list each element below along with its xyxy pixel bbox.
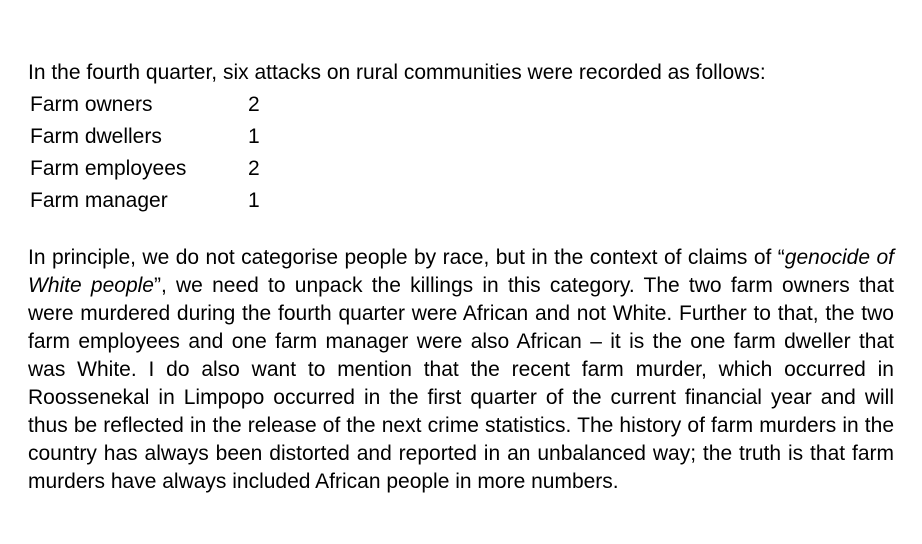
row-category: Farm employees — [30, 157, 187, 180]
table-row — [28, 185, 278, 217]
paragraph-text-start: In principle, we do not categorise people by race, but in the context of claims of “ — [28, 246, 785, 269]
attack-statistics-table — [28, 89, 278, 217]
row-category: Farm owners — [30, 93, 153, 116]
row-count: 1 — [248, 189, 260, 212]
table-row — [28, 121, 278, 153]
paragraph-text-rest: ”, we need to unpack the killings in this category. The two farm owners that were murdered during the fourth quarter were African and not White. Further to that, the two farm employees and one farm manager were also African – it is the one farm dweller that was White. I do also want to mention that the recent farm murder, which occurred in Roossenekal in Limpopo occurred in the first quarter of the current financial year and will thus be reflected in the release of the next crime statistics. The history of farm murders in the country has always been distorted and reported in an unbalanced way; the truth is that farm murders have always included African people in more numbers. — [28, 274, 894, 493]
table-row — [28, 153, 278, 185]
row-count: 1 — [248, 125, 260, 148]
document-body — [28, 59, 894, 496]
row-category: Farm dwellers — [30, 125, 162, 148]
intro-sentence: In the fourth quarter, six attacks on rural communities were recorded as follows: — [28, 61, 766, 84]
paragraph-emphasis: genocide of White people — [28, 246, 894, 297]
row-count: 2 — [248, 157, 260, 180]
row-count: 2 — [248, 93, 260, 116]
row-category: Farm manager — [30, 189, 168, 212]
body-paragraph — [28, 244, 894, 496]
table-row — [28, 89, 278, 121]
